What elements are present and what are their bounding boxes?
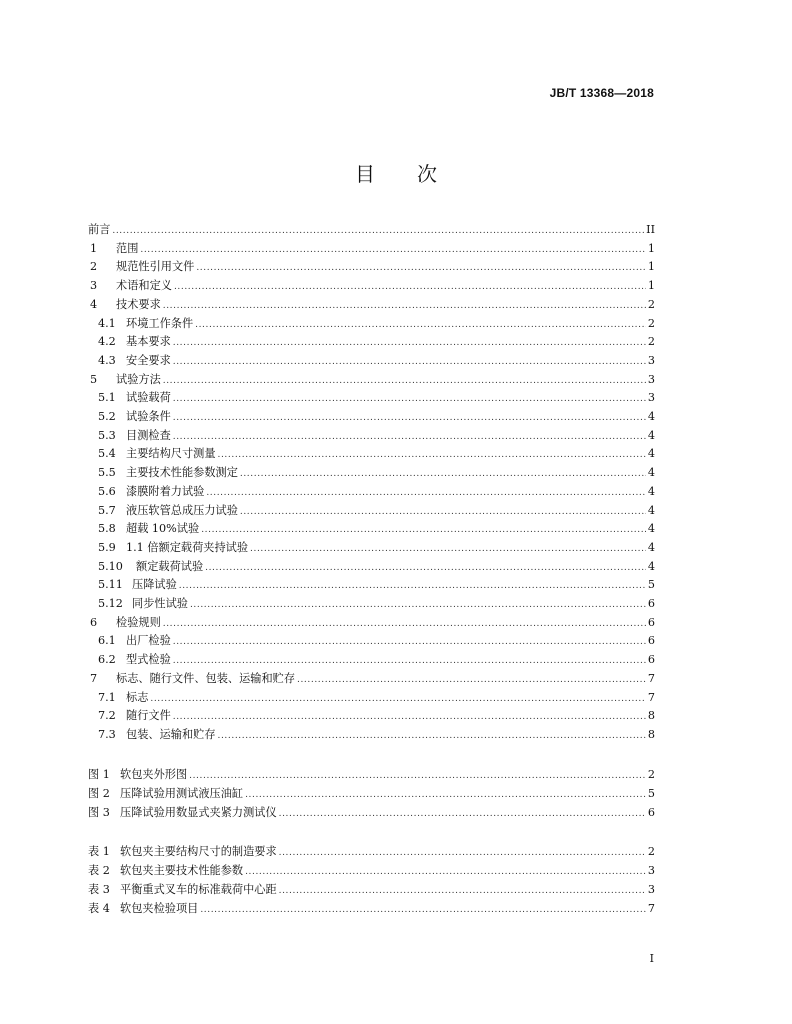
leader-dots bbox=[195, 316, 646, 334]
toc-entry[interactable] bbox=[88, 576, 655, 594]
toc-entry-number: 5.11 bbox=[98, 578, 123, 592]
toc-entry[interactable] bbox=[88, 520, 655, 538]
leader-dots bbox=[173, 633, 646, 651]
toc-entry-page: 8 bbox=[647, 727, 655, 741]
toc-entry[interactable] bbox=[88, 445, 655, 463]
toc-entry[interactable] bbox=[88, 389, 655, 407]
figure-entry-number: 图 2 bbox=[88, 787, 110, 800]
toc-entry-label: 随行文件 bbox=[126, 709, 171, 723]
toc-entry[interactable] bbox=[88, 315, 655, 333]
toc-entry-page: 3 bbox=[647, 391, 655, 405]
table-entry-page: 3 bbox=[647, 864, 655, 877]
leader-dots bbox=[279, 882, 646, 900]
toc-entry-label: 标志、随行文件、包装、运输和贮存 bbox=[116, 671, 296, 685]
table-entry-page: 2 bbox=[647, 845, 655, 858]
toc-entry-label: 技术要求 bbox=[116, 297, 161, 311]
leader-dots bbox=[173, 428, 646, 446]
leader-dots bbox=[189, 767, 646, 785]
toc-entry-page: II bbox=[646, 223, 655, 236]
toc-entry-label: 基本要求 bbox=[126, 335, 171, 349]
toc-entry-page: 4 bbox=[647, 559, 655, 573]
toc-entry-page: 2 bbox=[647, 335, 655, 349]
leader-dots bbox=[174, 278, 646, 296]
table-entry-number: 表 1 bbox=[88, 845, 110, 858]
toc-entry[interactable] bbox=[88, 352, 655, 370]
figure-entry-label: 软包夹外形图 bbox=[120, 768, 188, 781]
toc-entry-label: 环境工作条件 bbox=[126, 316, 194, 330]
toc-entry-number: 5.8 bbox=[98, 522, 116, 536]
toc-entry-page: 6 bbox=[647, 597, 655, 610]
toc-entry-label: 压降试验 bbox=[132, 578, 177, 592]
toc-entry-label: 安全要求 bbox=[126, 353, 171, 367]
toc-entry-page: 1 bbox=[647, 279, 655, 293]
toc-entry-number: 4 bbox=[90, 297, 98, 311]
leader-dots bbox=[163, 372, 646, 390]
toc-entry-page: 4 bbox=[647, 484, 655, 498]
table-entry-number: 表 2 bbox=[88, 864, 110, 877]
leader-dots bbox=[205, 559, 646, 577]
toc-entry-page: 2 bbox=[647, 297, 655, 311]
toc-entry-label: 试验方法 bbox=[116, 372, 161, 386]
toc-entry-page: 7 bbox=[647, 690, 655, 704]
toc-entry-number: 7.1 bbox=[98, 690, 116, 704]
toc-entry-label: 液压软管总成压力试验 bbox=[126, 503, 238, 517]
title-char-2: 次 bbox=[417, 162, 437, 186]
toc-entry-label: 漆膜附着力试验 bbox=[126, 484, 205, 498]
toc-entry-page: 6 bbox=[647, 653, 655, 667]
figure-entry[interactable] bbox=[88, 804, 655, 822]
leader-dots bbox=[173, 708, 646, 726]
figure-entry-number: 图 1 bbox=[88, 768, 110, 781]
standard-code: JB/T 13368—2018 bbox=[549, 86, 654, 100]
toc-entry[interactable] bbox=[88, 670, 655, 688]
leader-dots bbox=[173, 652, 646, 670]
leader-dots bbox=[173, 409, 646, 427]
title-char-1: 目 bbox=[355, 162, 375, 186]
toc-entry-label: 型式检验 bbox=[126, 653, 171, 667]
toc-entry-page: 6 bbox=[647, 615, 655, 629]
toc-entry-label: 出厂检验 bbox=[126, 634, 171, 648]
toc-entry-label: 试验条件 bbox=[126, 410, 171, 423]
leader-dots bbox=[279, 805, 646, 823]
toc-entry-number: 3 bbox=[90, 279, 98, 293]
toc-entry[interactable] bbox=[88, 221, 655, 239]
table-entry-page: 7 bbox=[647, 902, 655, 915]
toc-entry[interactable] bbox=[88, 296, 655, 314]
toc-entry[interactable] bbox=[88, 240, 655, 258]
toc-entry-number: 6.1 bbox=[98, 634, 116, 648]
toc-entry-label: 主要技术性能参数测定 bbox=[126, 466, 238, 480]
table-entry-number: 表 3 bbox=[88, 883, 110, 896]
toc-entry-number: 7.2 bbox=[98, 709, 116, 723]
table-entry[interactable] bbox=[88, 900, 655, 918]
toc-entry-page: 4 bbox=[647, 540, 655, 554]
leader-dots bbox=[173, 334, 646, 352]
toc-entry-number: 6.2 bbox=[98, 653, 116, 667]
toc-entry[interactable] bbox=[88, 632, 655, 650]
leader-dots bbox=[140, 241, 645, 259]
toc-entry[interactable] bbox=[88, 464, 655, 482]
toc-entry-page: 7 bbox=[647, 671, 655, 685]
table-entry-label: 软包夹主要结构尺寸的制造要求 bbox=[120, 845, 277, 858]
toc-entry[interactable] bbox=[88, 483, 655, 501]
toc-entry[interactable] bbox=[88, 258, 655, 276]
toc-entry[interactable] bbox=[88, 689, 655, 707]
toc-entry-number: 5.10 bbox=[98, 559, 123, 573]
toc-entry-label: 规范性引用文件 bbox=[116, 260, 195, 274]
figure-entry[interactable] bbox=[88, 766, 655, 784]
toc-entry-page: 4 bbox=[647, 410, 655, 423]
toc-entry-number: 5.9 bbox=[98, 540, 116, 554]
leader-dots bbox=[190, 596, 646, 614]
leader-dots bbox=[163, 615, 646, 633]
toc-entry-number: 7.3 bbox=[98, 727, 116, 741]
leader-dots bbox=[279, 844, 646, 862]
toc-entry-number: 7 bbox=[90, 671, 98, 685]
leader-dots bbox=[218, 727, 646, 745]
toc-entry-label: 主要结构尺寸测量 bbox=[126, 447, 216, 461]
leader-dots bbox=[179, 577, 646, 595]
table-entry[interactable] bbox=[88, 881, 655, 899]
toc-entry-number: 5.3 bbox=[98, 428, 116, 442]
figure-entry-page: 5 bbox=[647, 787, 655, 800]
toc-entry-number: 5.6 bbox=[98, 484, 116, 498]
leader-dots bbox=[163, 297, 646, 315]
table-entry-label: 软包夹检验项目 bbox=[120, 902, 199, 915]
toc-entry-page: 8 bbox=[647, 709, 655, 723]
table-entry[interactable] bbox=[88, 862, 655, 880]
toc-entry-page: 5 bbox=[647, 578, 655, 592]
toc-entry-label: 目测检查 bbox=[126, 428, 171, 442]
page-number: I bbox=[649, 952, 654, 965]
figure-entry[interactable] bbox=[88, 785, 655, 803]
toc-entry-page: 4 bbox=[647, 466, 655, 480]
toc-entry-label: 试验载荷 bbox=[126, 391, 171, 405]
figure-entry-page: 6 bbox=[647, 806, 655, 819]
toc-entry-page: 4 bbox=[647, 447, 655, 461]
toc-entry[interactable] bbox=[88, 502, 655, 520]
toc-entry[interactable] bbox=[88, 726, 655, 744]
toc-entry-page: 3 bbox=[647, 372, 655, 386]
toc-entry-number: 5.12 bbox=[98, 597, 123, 610]
leader-dots bbox=[240, 503, 646, 521]
toc-entry[interactable] bbox=[88, 558, 655, 576]
toc-entry-label: 1.1 倍额定载荷夹持试验 bbox=[126, 540, 249, 554]
toc-entry-label: 检验规则 bbox=[116, 615, 161, 629]
toc-entry-number: 6 bbox=[90, 615, 98, 629]
leader-dots bbox=[250, 540, 646, 558]
toc-entry-label: 标志 bbox=[126, 690, 149, 704]
toc-entry[interactable] bbox=[88, 707, 655, 725]
toc-entry-number: 4.2 bbox=[98, 335, 116, 349]
toc-entry[interactable] bbox=[88, 651, 655, 669]
figure-entry-label: 压降试验用数显式夹紧力测试仪 bbox=[120, 806, 277, 819]
figure-entry-number: 图 3 bbox=[88, 806, 110, 819]
toc-entry-number: 5.4 bbox=[98, 447, 116, 461]
toc-entry-number: 2 bbox=[90, 260, 98, 274]
leader-dots bbox=[245, 786, 646, 804]
page-title bbox=[0, 158, 792, 187]
toc-entry-page: 2 bbox=[647, 316, 655, 330]
toc-entry-label: 范围 bbox=[116, 241, 139, 255]
toc-entry[interactable] bbox=[88, 539, 655, 557]
toc-entry-label: 前言 bbox=[88, 223, 111, 236]
toc-entry-page: 4 bbox=[647, 503, 655, 517]
table-entry[interactable] bbox=[88, 843, 655, 861]
toc-entry[interactable] bbox=[88, 333, 655, 351]
leader-dots bbox=[200, 901, 646, 919]
toc-entry[interactable] bbox=[88, 277, 655, 295]
toc-entry-number: 5.7 bbox=[98, 503, 116, 517]
toc-entry-page: 4 bbox=[647, 522, 655, 536]
toc-entry-label: 超载 10%试验 bbox=[126, 522, 200, 536]
toc-entry-number: 4.1 bbox=[98, 316, 116, 330]
leader-dots bbox=[150, 690, 645, 708]
leader-dots bbox=[201, 521, 646, 539]
table-entry-number: 表 4 bbox=[88, 902, 110, 915]
leader-dots bbox=[206, 484, 646, 502]
leader-dots bbox=[240, 465, 646, 483]
toc-entry-number: 5.2 bbox=[98, 410, 116, 423]
toc-entry-label: 术语和定义 bbox=[116, 279, 172, 293]
leader-dots bbox=[218, 446, 646, 464]
leader-dots bbox=[112, 222, 644, 240]
toc-entry[interactable] bbox=[88, 595, 655, 613]
toc-entry-number: 5.1 bbox=[98, 391, 116, 405]
toc-entry-label: 同步性试验 bbox=[132, 597, 188, 610]
table-entry-page: 3 bbox=[647, 883, 655, 896]
toc-entry-page: 4 bbox=[647, 428, 655, 442]
toc-entry-page: 3 bbox=[647, 353, 655, 367]
table-entry-label: 平衡重式叉车的标准载荷中心距 bbox=[120, 883, 277, 896]
toc-entry-number: 5.5 bbox=[98, 466, 116, 480]
toc-entry-page: 1 bbox=[647, 241, 655, 255]
toc-entry-number: 4.3 bbox=[98, 353, 116, 367]
toc-entry-number: 1 bbox=[90, 241, 98, 255]
toc-entry-label: 额定载荷试验 bbox=[136, 559, 204, 573]
leader-dots bbox=[297, 671, 646, 689]
toc-entry[interactable] bbox=[88, 371, 655, 389]
leader-dots bbox=[245, 863, 646, 881]
toc-entry[interactable] bbox=[88, 408, 655, 426]
figure-entry-page: 2 bbox=[647, 768, 655, 781]
toc-entry[interactable] bbox=[88, 427, 655, 445]
leader-dots bbox=[173, 353, 646, 371]
figure-entry-label: 压降试验用测试液压油缸 bbox=[120, 787, 244, 800]
toc-entry-number: 5 bbox=[90, 372, 98, 386]
toc-entry-page: 1 bbox=[647, 260, 655, 274]
toc-entry-page: 6 bbox=[647, 634, 655, 648]
table-entry-label: 软包夹主要技术性能参数 bbox=[120, 864, 244, 877]
toc-entry-label: 包装、运输和贮存 bbox=[126, 727, 216, 741]
leader-dots bbox=[173, 390, 646, 408]
toc-entry[interactable] bbox=[88, 614, 655, 632]
leader-dots bbox=[196, 259, 646, 277]
